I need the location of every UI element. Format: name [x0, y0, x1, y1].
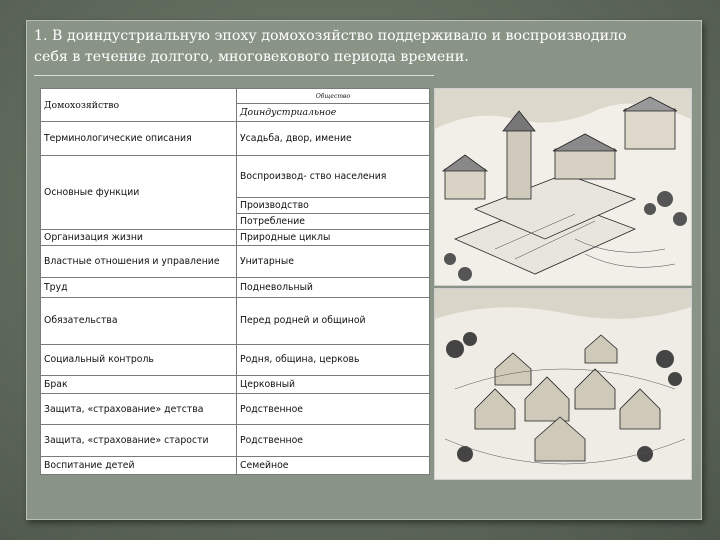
table-row [41, 122, 430, 155]
row-value: Унитарные [237, 246, 430, 277]
slide-heading [34, 26, 694, 68]
header-preindustrial: Доиндустриальное [237, 104, 430, 122]
row-value: Родственное [237, 425, 430, 456]
table-row [41, 425, 430, 456]
table-row [41, 344, 430, 375]
row-value: Природные циклы [237, 230, 430, 246]
row-value: Усадьба, двор, имение [237, 122, 430, 155]
header-society: Общество [237, 89, 430, 104]
row-label: Социальный контроль [41, 344, 237, 375]
row-value: Потребление [237, 214, 430, 230]
row-value: Воспроизвод- ство населения [237, 155, 430, 197]
row-label: Основные функции [41, 155, 237, 229]
table-row [41, 298, 430, 344]
heading-line-1: 1. В доиндустриальную эпоху домохозяйство поддерживало и воспроизводило [34, 28, 627, 44]
heading-divider [34, 75, 434, 76]
table-row [41, 230, 430, 246]
row-label: Властные отношения и управление [41, 246, 237, 277]
row-label: Обязательства [41, 298, 237, 344]
row-label: Защита, «страхование» детства [41, 394, 237, 425]
row-value: Производство [237, 197, 430, 213]
row-value: Родственное [237, 394, 430, 425]
table-row [41, 375, 430, 393]
table-row [41, 155, 430, 197]
row-label: Организация жизни [41, 230, 237, 246]
row-value: Подневольный [237, 277, 430, 297]
manor-illustration [434, 88, 692, 286]
table-row [41, 456, 430, 474]
table-row [41, 277, 430, 297]
village-illustration [434, 288, 692, 480]
heading-line-2: себя в течение долгого, многовекового периода времени. [34, 49, 469, 65]
household-table [40, 88, 430, 475]
header-household: Домохозяйство [41, 89, 237, 122]
table-row [41, 246, 430, 277]
row-label: Труд [41, 277, 237, 297]
row-value: Семейное [237, 456, 430, 474]
row-value: Перед родней и общиной [237, 298, 430, 344]
row-label: Терминологические описания [41, 122, 237, 155]
row-label: Защита, «страхование» старости [41, 425, 237, 456]
row-value: Церковный [237, 375, 430, 393]
row-value: Родня, община, церковь [237, 344, 430, 375]
row-label: Воспитание детей [41, 456, 237, 474]
village-drawing [435, 289, 691, 479]
row-label: Брак [41, 375, 237, 393]
table-row [41, 394, 430, 425]
manor-drawing [435, 89, 691, 285]
